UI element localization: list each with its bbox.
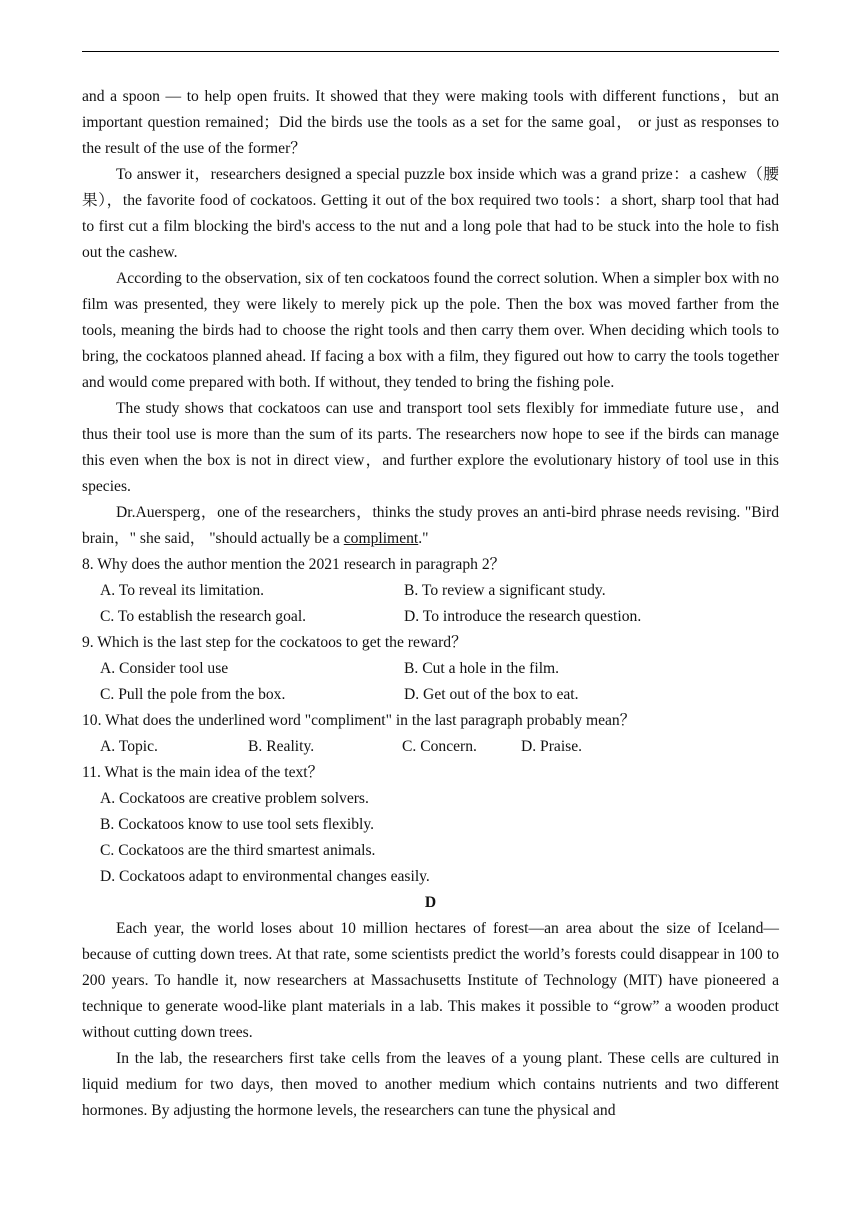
underlined-word-compliment: compliment xyxy=(343,530,419,547)
question-8-stem: 8. Why does the author mention the 2021 research in paragraph 2？ xyxy=(82,556,506,573)
question-8-option-c: C. To establish the research goal. xyxy=(100,608,307,625)
paragraph-5-text-after: ." xyxy=(418,530,429,547)
question-11-stem: 11. What is the main idea of the text？ xyxy=(82,764,324,781)
passage-d-paragraph-2: In the lab, the researchers first take cells from the leaves of a young plant. These cells are cultured in liquid medium for two days, then moved to another medium which contains nutrients and two different hormones. By adjusting the hormone levels, the researchers can tune the physical and xyxy=(82,1050,779,1119)
question-11-option-c: C. Cockatoos are the third smartest animals. xyxy=(100,842,376,859)
passage-c-paragraph-2: To answer it，researchers designed a special puzzle box inside which was a grand prize：a cashew（腰果），the favorite food of cockatoos. Getting it out of the box required two tools：a short, sharp tool that had to first cut a film blocking the bird's access to the nut and a long pole that had to be stuck into the hole to fish out the cashew. xyxy=(82,166,779,261)
question-10-option-a: A. Topic. xyxy=(100,738,158,755)
header-rule xyxy=(82,51,779,52)
question-10-stem: 10. What does the underlined word "compliment" in the last paragraph probably mean？ xyxy=(82,712,636,729)
question-10-options-row xyxy=(82,734,779,760)
question-9-option-a: A. Consider tool use xyxy=(100,660,229,677)
question-9-options-row-2 xyxy=(82,682,779,708)
question-8-option-d: D. To introduce the research question. xyxy=(404,608,642,625)
question-8-options-row-2 xyxy=(82,604,779,630)
question-11-option-d: D. Cockatoos adapt to environmental changes easily. xyxy=(100,868,430,885)
paragraph-5-text-before: Dr.Auersperg，one of the researchers，thinks the study proves an anti-bird phrase needs revising. "Bird brain，" she said， "should actually be a xyxy=(82,504,779,547)
question-10-option-b: B. Reality. xyxy=(248,738,315,755)
question-10-option-d: D. Praise. xyxy=(521,738,583,755)
question-8-options-row-1 xyxy=(82,578,779,604)
passage-c-paragraph-3: According to the observation, six of ten cockatoos found the correct solution. When a simpler box with no film was presented, they were likely to merely pick up the pole. Then the box was moved farther from the tools, meaning the birds had to choose the right tools and then carry them over. When deciding which tools to bring, the cockatoos planned ahead. If facing a box with a film, they figured out how to carry the tools together and would come prepared with both. If without, they tended to bring the fishing pole. xyxy=(82,270,779,391)
passage-c-paragraph-1: and a spoon — to help open fruits. It showed that they were making tools with different functions，but an important question remained；Did the birds use the tools as a set for the same goal， or just as responses to the result of the use of the former？ xyxy=(82,88,779,157)
question-11-option-a: A. Cockatoos are creative problem solvers. xyxy=(100,790,369,807)
document-page xyxy=(82,84,779,1124)
question-10-option-c: C. Concern. xyxy=(402,738,477,755)
question-9-option-c: C. Pull the pole from the box. xyxy=(100,686,286,703)
question-9-option-b: B. Cut a hole in the film. xyxy=(404,660,560,677)
passage-d-heading: D xyxy=(424,894,437,911)
question-11-option-b: B. Cockatoos know to use tool sets flexibly. xyxy=(100,816,375,833)
question-9-option-d: D. Get out of the box to eat. xyxy=(404,686,579,703)
passage-c-paragraph-5 xyxy=(82,500,779,552)
passage-d-paragraph-1: Each year, the world loses about 10 million hectares of forest—an area about the size of Iceland—because of cutting down trees. At that rate, some scientists predict the world’s forests could disappear in 100 to 200 years. To handle it, now researchers at Massachusetts Institute of Technology (MIT) have pioneered a technique to generate wood-like plant materials in a lab. This makes it possible to “grow” a wooden product without cutting down trees. xyxy=(82,920,779,1041)
question-8-option-b: B. To review a significant study. xyxy=(404,582,606,599)
passage-c-paragraph-4: The study shows that cockatoos can use and transport tool sets flexibly for immediate future use，and thus their tool use is more than the sum of its parts. The researchers now hope to see if the birds can manage this even when the box is not in direct view，and further explore the evolutionary history of tool use in this species. xyxy=(82,400,779,495)
question-9-stem: 9. Which is the last step for the cockatoos to get the reward？ xyxy=(82,634,467,651)
question-9-options-row-1 xyxy=(82,656,779,682)
question-8-option-a: A. To reveal its limitation. xyxy=(100,582,265,599)
